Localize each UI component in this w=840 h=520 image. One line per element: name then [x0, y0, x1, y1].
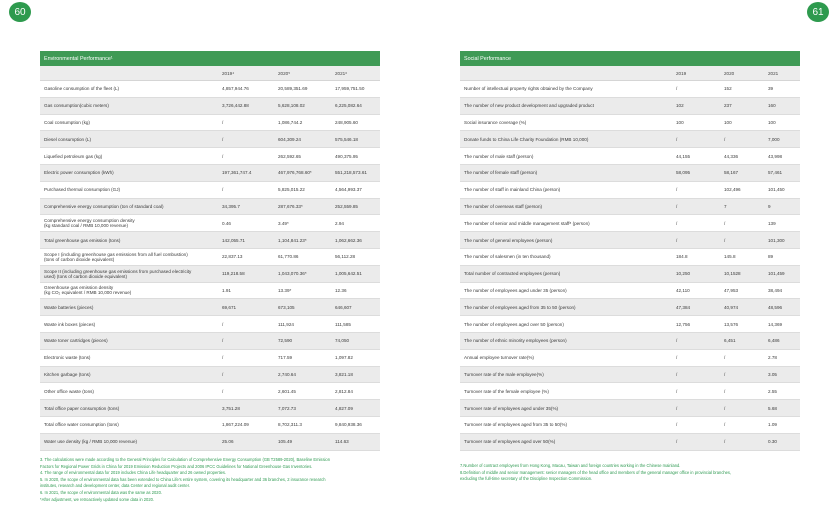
table-row: [40, 299, 380, 316]
row-label-line: (tons of carbon dioxide equivalent): [44, 256, 115, 262]
table-cell: 5,825,015.22: [278, 187, 305, 193]
table-cell: 9,840,938.36: [335, 422, 362, 428]
row-label: [460, 170, 676, 175]
row-label: [40, 137, 222, 142]
row-label: [40, 86, 222, 91]
table-row: [40, 383, 380, 400]
row-label: [40, 238, 222, 243]
table-body: [40, 81, 380, 451]
table-cell: 58,167: [724, 170, 739, 176]
table-row: [40, 400, 380, 417]
table-row: [460, 199, 800, 216]
row-label: [40, 154, 222, 159]
row-label-line: Gas consumption(cubic meters): [44, 103, 109, 109]
table-cell: 3,751.28: [222, 405, 240, 411]
row-label-line: Donate funds to China Life Charity Foundation (RMB 10,000): [464, 136, 589, 142]
table-row: [460, 98, 800, 115]
row-label: [460, 439, 676, 444]
column-header: 2019: [676, 70, 687, 76]
row-label-line: Turnover rate of employees aged over 50(%): [464, 439, 556, 445]
table-cell: 1.91: [222, 287, 231, 293]
table-cell: 69,671: [222, 304, 237, 310]
table-cell: 3.05: [768, 371, 777, 377]
page-number-left: 60: [9, 2, 31, 22]
table-row: [460, 299, 800, 316]
row-label-line: Other office waste (tons): [44, 388, 94, 394]
table-cell: 44,336: [724, 153, 739, 159]
table-cell: 57,461: [768, 170, 783, 176]
row-label-line: Turnover rate of employees aged from 35 to 50(%): [464, 422, 567, 428]
row-label: [40, 252, 222, 262]
row-label-line: Total office paper consumption (tons): [44, 405, 120, 411]
table-cell: /: [222, 187, 224, 193]
table-cell: 2.55: [768, 388, 777, 394]
footnote-line: 4. The range of environmental data for 2019 includes China Life headquarter and 26 owned properties.: [40, 470, 227, 476]
row-label-line: The number of employees aged under 35 (person): [464, 287, 567, 293]
table-row: [40, 165, 380, 182]
table-cell: 184.8: [676, 254, 688, 260]
table-row: [460, 115, 800, 132]
row-label-line: The number of staff in mainland China (person): [464, 187, 561, 193]
column-header: 2020⁵: [278, 70, 291, 76]
row-label: [40, 285, 222, 295]
table-cell: 25.06: [222, 439, 234, 445]
table-cell: 101,459: [768, 271, 785, 277]
table-row: [460, 182, 800, 199]
table-cell: 105.49: [278, 439, 293, 445]
table-cell: 1,062,662.36: [335, 237, 362, 243]
table-cell: 3.49*: [278, 220, 289, 226]
row-label: [40, 120, 222, 125]
row-label-line: (kg standard coal / RMB 10,000 revenue): [44, 223, 129, 229]
table-cell: 102: [676, 103, 684, 109]
row-label-line: The number of senior and middle management staff⁸ (person): [464, 220, 590, 226]
table-row: [40, 182, 380, 199]
row-label-line: Scope I (including greenhouse gas emissions from all fuel combustion): [44, 251, 188, 257]
row-label: [40, 305, 222, 310]
table-cell: 10,1528: [724, 271, 741, 277]
table-cell: 145.8: [724, 254, 736, 260]
column-header: 2020: [724, 70, 735, 76]
table-cell: 7,072.73: [278, 405, 296, 411]
table-cell: /: [676, 422, 678, 428]
table-row: [40, 215, 380, 232]
table-cell: 4,564,993.37: [335, 187, 362, 193]
row-label: [40, 406, 222, 411]
row-label-line: Number of intellectual property rights obtained by the Company: [464, 86, 593, 92]
table-cell: 646,607: [335, 304, 352, 310]
table-cell: 139: [768, 220, 776, 226]
table-cell: 8,702,311.3: [278, 422, 302, 428]
right-footnotes: [460, 463, 731, 483]
table-cell: 56,112.28: [335, 254, 356, 260]
table-row: [40, 266, 380, 283]
row-label: [40, 422, 222, 427]
table-cell: /: [724, 388, 726, 394]
table-row: [460, 165, 800, 182]
row-label: [40, 355, 222, 360]
table-cell: 111,924: [278, 321, 294, 327]
row-label-line: The number of general employees (person): [464, 237, 553, 243]
row-label-line: Turnover rate of employees aged under 35(%): [464, 405, 559, 411]
row-label: [460, 271, 676, 276]
table-row: [460, 266, 800, 283]
row-label: [460, 137, 676, 142]
table-cell: 100: [724, 119, 732, 125]
row-label: [460, 355, 676, 360]
table-row: [40, 115, 380, 132]
table-cell: /: [724, 405, 726, 411]
table-cell: /: [724, 422, 726, 428]
table-cell: 2,812.84: [335, 388, 353, 394]
table-cell: 467,976,768.60*: [278, 170, 312, 176]
table-cell: 12,756: [676, 321, 691, 327]
table-cell: 58,095: [676, 170, 691, 176]
row-label-line: Coal consumption (kg): [44, 119, 90, 125]
row-label-line: Comprehensive energy consumption (ton of standard coal): [44, 203, 164, 209]
row-label: [460, 372, 676, 377]
table-cell: 1.09: [768, 422, 777, 428]
row-label-line: Waste ink boxes (pieces): [44, 321, 96, 327]
row-label-line: The number of employees aged over 50 (person): [464, 321, 564, 327]
row-label-line: The number of employees aged from 35 to 50 (person): [464, 304, 576, 310]
table-cell: 47,384: [676, 304, 691, 310]
row-label: [460, 86, 676, 91]
row-label: [460, 221, 676, 226]
row-label: [460, 389, 676, 394]
row-label: [40, 103, 222, 108]
social-performance-table: [460, 51, 800, 451]
row-label: [460, 422, 676, 427]
footnote-line: *After adjustment, we retroactively updated some data in 2020.: [40, 496, 155, 502]
table-cell: 0.30: [768, 439, 777, 445]
table-row: [40, 199, 380, 216]
table-row: [40, 417, 380, 434]
table-cell: /: [724, 355, 726, 361]
row-label: [40, 322, 222, 327]
table-cell: 114.63: [335, 439, 349, 445]
table-cell: 101,300: [768, 237, 785, 243]
table-cell: 248,905.60: [335, 119, 358, 125]
table-cell: 673,105: [278, 304, 295, 310]
row-label-line: Comprehensive energy consumption density: [44, 218, 135, 224]
table-cell: 13.39*: [278, 287, 292, 293]
table-cell: /: [222, 136, 224, 142]
footnote-line: 5. In 2020, the scope of environmental data has been extended to China Life's entire system, covering its headquarter and 36 branches, 2 insurance research: [40, 476, 326, 482]
table-row: [460, 367, 800, 384]
table-cell: 237: [724, 103, 732, 109]
table-cell: 100: [676, 119, 684, 125]
table-cell: /: [676, 237, 678, 243]
row-label: [460, 288, 676, 293]
table-cell: 3,821.18: [335, 371, 353, 377]
row-label-line: Greenhouse gas emission density: [44, 285, 114, 291]
table-cell: /: [676, 355, 678, 361]
row-label-line: The number of female staff (person): [464, 170, 538, 176]
table-cell: /: [724, 371, 726, 377]
table-row: [460, 316, 800, 333]
table-cell: 1,867,224.09: [222, 422, 249, 428]
table-row: [460, 215, 800, 232]
row-label: [460, 120, 676, 125]
table-cell: 1,097.82: [335, 355, 353, 361]
footnote-line: 6. In 2021, the scope of environmental data was the same as 2020.: [40, 489, 162, 495]
row-label-line: The number of new product development and upgraded product: [464, 103, 594, 109]
table-cell: 1,005,642.51: [335, 271, 362, 277]
table-row: [460, 148, 800, 165]
table-cell: 2,601.45: [278, 388, 296, 394]
table-cell: 551,218,573.61: [335, 170, 367, 176]
table-title: Social Performance: [460, 51, 800, 66]
table-cell: /: [222, 153, 224, 159]
footnote-line: Factors for Regional Power Grids in China for 2019 Emission Reduction Projects and 2006 IPCC Guidelines for National Greenhouse Gas Inventories.: [40, 463, 313, 469]
row-label: [460, 406, 676, 411]
row-label-line: The number of salesmen (in ten thousand): [464, 254, 551, 260]
table-cell: 575,546.18: [335, 136, 358, 142]
table-cell: 490,375.95: [335, 153, 358, 159]
table-cell: /: [676, 203, 678, 209]
table-row: [460, 81, 800, 98]
table-cell: 5.68: [768, 405, 777, 411]
table-cell: /: [724, 439, 726, 445]
table-cell: 4,827.09: [335, 405, 353, 411]
row-label-line: The number of overseas staff (person): [464, 203, 543, 209]
footnote-line: 3. The calculations were made according to the General Principles for Calculation of Comprehensive Energy Consumption (GB T2589-2020), Baseline Emission: [40, 457, 330, 462]
table-cell: 38,494: [768, 287, 783, 293]
table-cell: 40,974: [724, 304, 739, 310]
table-cell: /: [676, 86, 678, 92]
table-row: [40, 434, 380, 451]
table-cell: /: [676, 371, 678, 377]
row-label: [460, 338, 676, 343]
table-cell: 4,857,944.76: [222, 86, 249, 92]
row-label-line: Turnover rate of the male employee(%): [464, 371, 544, 377]
column-header: 2021: [768, 70, 779, 76]
row-label-line: used) (tons of carbon dioxide equivalent): [44, 273, 127, 279]
table-header: [460, 66, 800, 81]
table-cell: 1,104,841.23*: [278, 237, 307, 243]
table-cell: 287,676.33*: [278, 203, 303, 209]
row-label-line: Liquefied petroleum gas (kg): [44, 153, 103, 159]
table-cell: 111,585: [335, 321, 351, 327]
table-cell: 197,361,747.4: [222, 170, 252, 176]
table-cell: 2.78: [768, 355, 777, 361]
row-label: [460, 322, 676, 327]
row-label: [460, 254, 676, 259]
row-label-line: Social insurance coverage (%): [464, 119, 527, 125]
table-row: [460, 333, 800, 350]
table-row: [40, 333, 380, 350]
table-cell: 717.59: [278, 355, 293, 361]
row-label-line: Annual employee turnover rate(%): [464, 355, 534, 361]
row-label-line: Total number of contracted employees (person): [464, 271, 561, 277]
table-cell: 604,309.24: [278, 136, 301, 142]
table-row: [40, 148, 380, 165]
row-label: [40, 372, 222, 377]
row-label: [460, 154, 676, 159]
table-cell: 20,589,351.69: [278, 86, 308, 92]
table-cell: 42,110: [676, 287, 690, 293]
table-row: [40, 81, 380, 98]
table-cell: 5,628,108.02: [278, 103, 305, 109]
environmental-performance-table: [40, 51, 380, 451]
table-cell: 44,155: [676, 153, 691, 159]
footnote-line: 7.Number of contract employees from Hong Kong, Macau, Taiwan and foreign countries working in the Chinese mainland.: [460, 463, 681, 468]
table-header: [40, 66, 380, 81]
table-cell: 22,837.13: [222, 254, 243, 260]
table-row: [460, 283, 800, 300]
table-cell: 101,450: [768, 187, 785, 193]
table-cell: 74,050: [335, 338, 350, 344]
row-label-line: Waste toner cartridges (pieces): [44, 338, 108, 344]
table-cell: 252,559.85: [335, 203, 358, 209]
table-cell: 10,250: [676, 271, 691, 277]
table-cell: 14,369: [768, 321, 783, 327]
table-cell: 17,959,751.50: [335, 86, 365, 92]
table-row: [40, 316, 380, 333]
row-label: [460, 305, 676, 310]
row-label: [40, 218, 222, 228]
table-cell: /: [222, 388, 224, 394]
table-row: [460, 232, 800, 249]
table-body: [460, 81, 800, 451]
row-label: [460, 238, 676, 243]
table-cell: /: [724, 237, 726, 243]
table-cell: /: [724, 136, 726, 142]
row-label-line: Gasoline consumption of the fleet (L): [44, 86, 120, 92]
table-row: [40, 350, 380, 367]
table-cell: /: [676, 338, 678, 344]
table-row: [460, 350, 800, 367]
table-cell: 0.46: [222, 220, 231, 226]
row-label-line: Diesel consumption (L): [44, 136, 91, 142]
table-cell: 102,496: [724, 187, 741, 193]
table-cell: 12.36: [335, 287, 347, 293]
row-label-line: The number of male staff (person): [464, 153, 534, 159]
footnote-line: excluding the full-time secretary of the Discipline Inspection Commission.: [460, 476, 593, 482]
table-cell: 34,395.7: [222, 203, 240, 209]
table-cell: 9: [768, 203, 771, 209]
table-row: [40, 98, 380, 115]
table-cell: 39: [768, 86, 774, 92]
column-header: 2021⁶: [335, 70, 348, 76]
table-cell: 1,043,070.36*: [278, 271, 307, 277]
table-cell: 7: [724, 203, 727, 209]
row-label: [460, 187, 676, 192]
table-cell: 47,953: [724, 287, 739, 293]
row-label-line: Total greenhouse gas emission (tons): [44, 237, 121, 243]
table-cell: 2.94: [335, 220, 344, 226]
table-cell: 89: [768, 254, 774, 260]
row-label-line: Scope II (including greenhouse gas emissions from purchased electricity: [44, 268, 192, 274]
table-cell: 48,596: [768, 304, 783, 310]
table-cell: 2,740.64: [278, 371, 296, 377]
table-row: [40, 249, 380, 266]
table-cell: 100: [768, 119, 776, 125]
table-cell: 61,770.86: [278, 254, 299, 260]
table-cell: 6,451: [724, 338, 736, 344]
table-cell: 1,086,744.2: [278, 119, 303, 125]
table-row: [460, 131, 800, 148]
table-cell: 262,592.65: [278, 153, 301, 159]
table-row: [460, 417, 800, 434]
table-cell: /: [676, 187, 678, 193]
table-row: [460, 249, 800, 266]
table-cell: 43,998: [768, 153, 783, 159]
table-cell: 7,000: [768, 136, 780, 142]
row-label-line: Purchased thermal consumption (GJ): [44, 187, 121, 193]
table-cell: /: [222, 371, 224, 377]
table-cell: /: [676, 405, 678, 411]
footnote-line: institutes, research and development center, data Center and regional audit center.: [40, 483, 190, 489]
row-label-line: Kitchen garbage (tons): [44, 371, 91, 377]
table-cell: 160: [768, 103, 776, 109]
table-title: Environmental Performance¹: [40, 51, 380, 66]
table-cell: 13,576: [724, 321, 739, 327]
left-footnotes: [40, 457, 330, 503]
table-row: [40, 131, 380, 148]
column-header: 2019⁴: [222, 70, 235, 76]
row-label-line: The number of ethnic minority employees (person): [464, 338, 567, 344]
table-cell: 72,590: [278, 338, 293, 344]
table-cell: 119,218.58: [222, 271, 245, 277]
row-label: [40, 269, 222, 279]
row-label-line: Electronic waste (tons): [44, 355, 91, 361]
row-label-line: (kg CO₂ equivalent / RMB 10,000 revenue): [44, 290, 132, 296]
row-label: [40, 187, 222, 192]
table-row: [460, 400, 800, 417]
row-label: [40, 170, 222, 175]
table-cell: 142,055.71: [222, 237, 245, 243]
row-label: [460, 204, 676, 209]
table-row: [460, 383, 800, 400]
row-label: [460, 103, 676, 108]
table-cell: 6,486: [768, 338, 780, 344]
table-cell: /: [676, 136, 678, 142]
row-label: [40, 389, 222, 394]
row-label: [40, 204, 222, 209]
table-cell: 3,726,442.88: [222, 103, 249, 109]
table-cell: /: [676, 220, 678, 226]
table-row: [460, 434, 800, 451]
table-cell: /: [222, 338, 224, 344]
row-label-line: Total office water consumption (tons): [44, 422, 119, 428]
row-label: [40, 338, 222, 343]
footnote-line: 8.Definition of middle and senior management: senior managers of the head office and members of the general manager office in provincial branches,: [460, 469, 732, 475]
table-cell: /: [724, 220, 726, 226]
table-row: [40, 232, 380, 249]
table-cell: /: [676, 388, 678, 394]
table-cell: 152: [724, 86, 732, 92]
table-cell: 6,225,082.64: [335, 103, 362, 109]
row-label-line: Waste batteries (pieces): [44, 304, 94, 310]
table-cell: /: [222, 321, 224, 327]
row-label-line: Electric power consumption (kWh): [44, 170, 114, 176]
table-row: [40, 367, 380, 384]
row-label-line: Turnover rate of the female employee (%): [464, 388, 549, 394]
table-cell: /: [222, 355, 224, 361]
row-label: [40, 439, 222, 444]
table-cell: /: [222, 119, 224, 125]
row-label-line: Water use density (kg / RMB 10,000 revenue): [44, 439, 138, 445]
table-row: [40, 283, 380, 300]
table-cell: /: [676, 439, 678, 445]
page-number-right: 61: [807, 2, 829, 22]
